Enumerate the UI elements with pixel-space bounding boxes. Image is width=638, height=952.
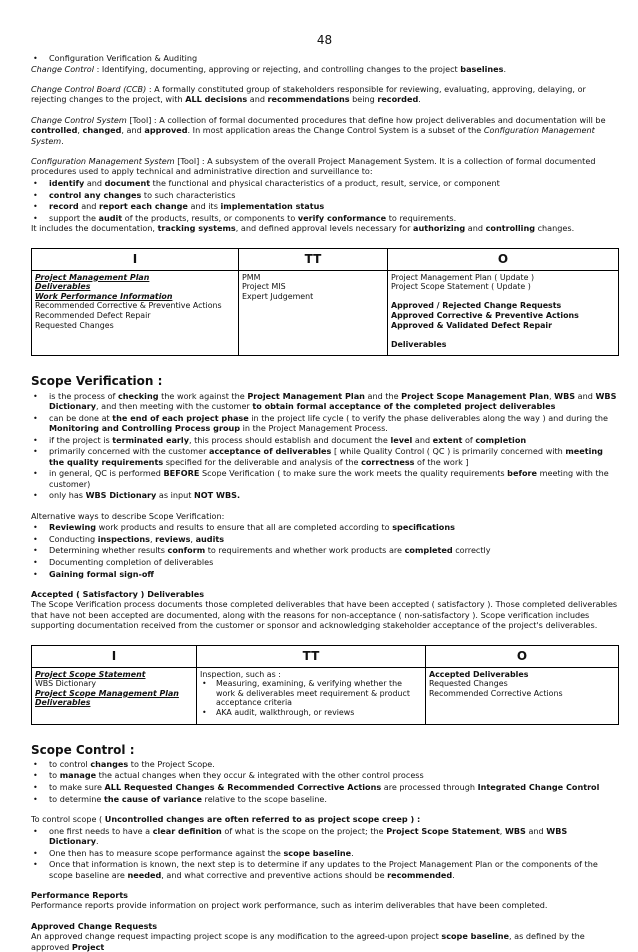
term: Configuration Management System <box>31 156 175 167</box>
list-item: • Documenting completion of deliverables <box>31 557 618 567</box>
list-item: • to make sure ALL Requested Changes & Recommended Corrective Actions are processed through Integrated Change Control <box>31 782 618 792</box>
document-page <box>31 0 618 952</box>
alternative-list <box>31 522 618 579</box>
change-control-definition <box>31 64 618 74</box>
tools-cell <box>239 270 388 356</box>
cms-bullet-list <box>31 178 618 223</box>
text: . <box>61 135 64 146</box>
text: and <box>247 94 268 105</box>
text: of the products, results, or components to <box>122 212 298 223</box>
output-item: Approved / Rejected Change Requests <box>391 301 562 311</box>
scope-control-list <box>31 759 618 804</box>
list-item: • one first needs to have a clear definition of what is the scope on the project; the Project Scope Statement, WBS and WBS Dictionary. <box>31 826 618 847</box>
text: . <box>503 63 507 74</box>
text: the functional and physical characteristics of a product, result, service, or component <box>150 178 500 189</box>
tools-header: TT <box>239 248 388 270</box>
bold-text: approved <box>144 125 188 136</box>
bold-text: audit <box>98 212 123 223</box>
list-item: • if the project is terminated early, this process should establish and document the level and extent of completion <box>31 435 618 445</box>
outputs-header: O <box>426 645 619 667</box>
list-item: • One then has to measure scope performance against the scope baseline. <box>31 848 618 858</box>
section-heading-scope-control: Scope Control : <box>31 742 135 757</box>
input-item: Recommended Defect Repair <box>35 311 151 320</box>
tools-cell <box>197 667 426 724</box>
output-item: Approved & Validated Defect Repair <box>391 320 553 330</box>
inputs-header: I <box>32 248 239 270</box>
text: and its <box>187 201 221 212</box>
text: and <box>84 178 105 189</box>
text: [Tool] : A collection of formal documented procedures that define how project deliverables and documentation will be <box>126 114 606 125</box>
text: changes. <box>535 223 575 234</box>
outputs-cell <box>388 270 619 356</box>
term: Change Control <box>31 63 94 74</box>
bold-text: control any changes <box>49 189 142 200</box>
ccs-definition <box>31 115 618 146</box>
bold-text: recorded <box>377 94 419 105</box>
text: : Identifying, documenting, approving or rejecting, and controlling changes to the project <box>94 63 461 74</box>
approved-change-requests-text: An approved change request impacting project scope is any modification to the agreed-upon project scope baseline, as defined by the approved Project <box>31 931 585 952</box>
list-item: • Gaining formal sign-off <box>31 569 618 579</box>
input-item: Project Management Plan <box>35 272 150 282</box>
scope-control-steps <box>31 826 618 880</box>
list-item: • AKA audit, walkthrough, or reviews <box>200 708 422 718</box>
accepted-deliverables-text: The Scope Verification process documents those completed deliverables that have been accepted ( satisfactory ). Those completed deliverables that have not been accepted are documented, along with the reasons for non-acceptance ( non-satisfactory ). Scope verification includes supporting documentation received from the customer or sponsor and acknowledging stakeholder acceptance of the project's deliverables. <box>31 599 618 631</box>
text: support the <box>49 212 99 223</box>
cva-list <box>31 53 618 63</box>
input-item: Requested Changes <box>35 320 114 330</box>
cms-includes <box>31 223 618 233</box>
list-item: • is the process of checking the work against the Project Management Plan and the Project Scope Management Plan, WBS and WBS Dictionary, and then meeting with the customer to obtain formal acceptance of the completed project deliverables <box>31 391 618 412</box>
scope-verification-list <box>31 391 618 501</box>
list-item <box>31 190 618 200</box>
output-item: Project Management Plan ( Update ) <box>391 272 535 282</box>
text: , and <box>121 125 145 136</box>
bold-text: implementation status <box>220 201 325 212</box>
list-item: • Determining whether results conform to requirements and whether work products are completed correctly <box>31 545 618 555</box>
list-item: • to control changes to the Project Scope. <box>31 759 618 769</box>
text: , <box>77 125 83 136</box>
input-item: Project Scope Statement <box>35 669 146 679</box>
bold-text: tracking systems <box>157 223 236 234</box>
input-item: Deliverables <box>35 282 91 292</box>
text: to such characteristics <box>141 189 236 200</box>
tool-intro: Inspection, such as : <box>200 669 281 679</box>
text: : A formally constituted group of stakeholders responsible for reviewing, evaluating, approving, delaying, or rejecting changes to the project, with <box>31 84 586 105</box>
text: [Tool] : A subsystem of the overall Project Management System. It is a collection of formal documented procedures used to apply technical and administrative direction and surveillance to: <box>31 156 596 177</box>
text: It includes the documentation, <box>31 223 158 234</box>
itto-table-scope-verification <box>31 645 619 725</box>
bold-text: record <box>49 201 79 212</box>
output-item: Recommended Corrective Actions <box>429 688 563 698</box>
text: being <box>349 94 378 105</box>
section-heading-scope-verification: Scope Verification : <box>31 374 163 389</box>
input-item: Work Performance Information <box>35 291 173 301</box>
list-item: • to manage the actual changes when they occur & integrated with the other control process <box>31 770 618 780</box>
list-item: • primarily concerned with the customer acceptance of deliverables [ while Quality Control ( QC ) is primarily concerned with meeting the quality requirements specified for the deliverable and analysis of the correctness of the work ] <box>31 446 618 467</box>
term: Change Control Board (CCB) <box>31 84 147 94</box>
bold-text: controlled <box>31 125 78 136</box>
output-item: Deliverables <box>391 339 447 349</box>
bold-text: authorizing <box>412 223 466 234</box>
list-item: • Conducting inspections, reviews, audits <box>31 534 618 544</box>
bold-text: baselines <box>460 63 504 74</box>
text: . <box>418 94 421 105</box>
alternative-intro: Alternative ways to describe Scope Verification: <box>31 510 225 521</box>
list-item <box>31 178 618 188</box>
bullet-text: Configuration Verification & Auditing <box>49 53 198 64</box>
list-item: • Measuring, examining, & verifying whether the work & deliverables meet requirement & product acceptance criteria <box>200 679 422 708</box>
output-item: Accepted Deliverables <box>429 669 529 679</box>
table-header-row <box>32 248 619 270</box>
ccb-definition <box>31 84 618 105</box>
text: and <box>78 201 99 212</box>
list-item: • only has WBS Dictionary as input NOT WBS. <box>31 490 618 500</box>
input-item: WBS Dictionary <box>35 679 97 689</box>
performance-reports-heading: Performance Reports <box>31 889 129 900</box>
tool-list <box>200 679 422 717</box>
bold-text: verify conformance <box>297 212 387 223</box>
bold-text: recommendations <box>267 94 350 105</box>
outputs-header: O <box>388 248 619 270</box>
tool-item: Project MIS <box>242 282 286 292</box>
inputs-cell <box>32 667 197 724</box>
bold-text: identify <box>49 178 85 189</box>
text: , and defined approval levels necessary for <box>235 223 413 234</box>
inputs-cell <box>32 270 239 356</box>
term: Change Control System <box>31 114 127 125</box>
outputs-cell <box>426 667 619 724</box>
tools-header: TT <box>197 645 426 667</box>
cms-definition <box>31 156 618 177</box>
page-number: 48 <box>316 33 333 47</box>
text: . In most application areas the Change Control System is a subset of the <box>187 125 484 136</box>
accepted-deliverables-heading: Accepted ( Satisfactory ) Deliverables <box>31 588 205 599</box>
table-row <box>32 270 619 356</box>
approved-change-requests-heading: Approved Change Requests <box>31 920 158 931</box>
bold-text: ALL decisions <box>185 94 248 105</box>
list-item: • in general, QC is performed BEFORE Scope Verification ( to make sure the work meets the quality requirements before meeting with the customer) <box>31 468 618 489</box>
scope-control-intro: To control scope ( Uncontrolled changes are often referred to as project scope creep ) : <box>31 813 421 824</box>
italic-text: Configuration Management System <box>31 125 595 146</box>
table-header-row <box>32 645 619 667</box>
input-item: Recommended Corrective & Preventive Actions <box>35 301 222 311</box>
output-item: Project Scope Statement ( Update ) <box>391 282 531 292</box>
inputs-header: I <box>32 645 197 667</box>
output-item: Requested Changes <box>429 679 508 689</box>
list-item <box>31 213 618 223</box>
itto-table-change-control <box>31 248 619 357</box>
list-item: • Once that information is known, the next step is to determine if any updates to the Project Management Plan or the components of the scope baseline are needed, and what corrective and preventive actions should be recommended. <box>31 859 618 880</box>
text: and <box>465 223 486 234</box>
list-item: • can be done at the end of each project phase in the project life cycle ( to verify the phase deliverables along the way ) and during the Monitoring and Controlling Process group in the Project Management Process. <box>31 413 618 434</box>
performance-reports-text: Performance reports provide information on project work performance, such as interim deliverables that have been completed. <box>31 900 548 911</box>
list-item <box>31 201 618 211</box>
output-item: Approved Corrective & Preventive Actions <box>391 311 579 320</box>
list-item: • Reviewing work products and results to ensure that all are completed according to specifications <box>31 522 618 532</box>
bold-text: document <box>104 178 151 189</box>
bold-text: report each change <box>99 201 188 212</box>
tool-item: Expert Judgement <box>242 291 314 301</box>
bold-text: changed <box>82 125 122 136</box>
table-row <box>32 667 619 724</box>
input-item: Deliverables <box>35 698 91 708</box>
input-item: Project Scope Management Plan <box>35 688 179 698</box>
list-item: • to determine the cause of variance relative to the scope baseline. <box>31 794 618 804</box>
tool-item: PMM <box>242 272 261 282</box>
text: to requirements. <box>386 212 457 223</box>
list-item <box>31 53 618 63</box>
bold-text: controlling <box>485 223 536 234</box>
